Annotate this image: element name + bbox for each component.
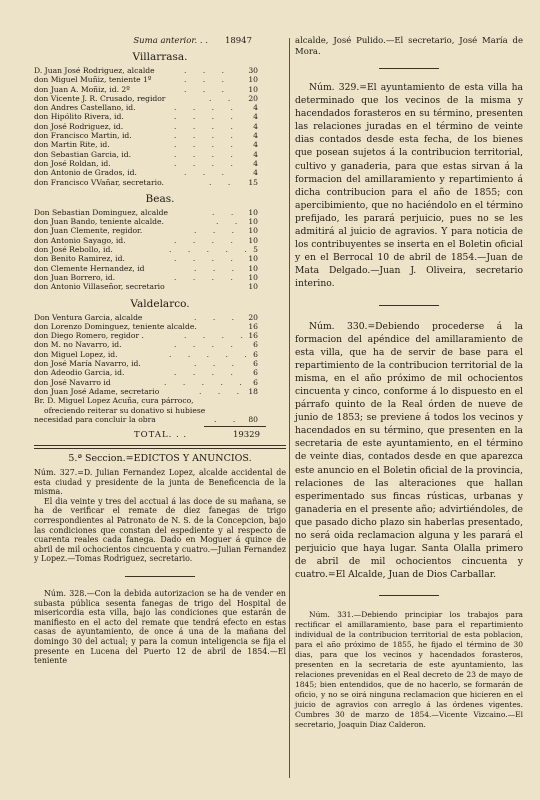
- donor-row: don Francisco Martin, id. . . . . 4: [34, 131, 258, 141]
- total-amount: 19329: [232, 430, 260, 441]
- donor-amount: 4: [253, 140, 258, 150]
- donor-row: don Sebastian Garcia, id. . . . . 4: [34, 149, 258, 159]
- donor-amount: 15: [248, 177, 258, 187]
- donor-name: don Martin Rite, id.: [34, 140, 110, 150]
- running-total-header: [34, 36, 286, 48]
- donor-name: Don Ventura Garcia, alcalde: [34, 312, 143, 322]
- donor-amount: 20: [248, 93, 258, 103]
- header-amount: 18947: [224, 36, 252, 46]
- notice-330-body: Núm. 330.=Debiendo procederse á la formacion del apéndice del amillaramiento de esta villa, que ha de servir de base para el repartimiento de la contribucion territorial de la misma, en el año próximo de mil ochocientos cincuenta y cinco, conforme á lo dispuesto en el párrafo quinto de la Real órden de nueve de junio de 1853; se previene á todos los vecinos y hacendados en su término, que presenten en la secretaria de este ayuntamiento, en el término de veinte dias, contados desde en que aparezca este anuncio en el Boletin oficial de la provincia, relaciones de las alteraciones que hallan esperimentado sus fincas rústicas, urbanas y ganaderia en el presente año; advirtiéndoles, de que pasado dicho plazo sin haberlas presentado, no será oida reclamacion alguna y les parará el perjuicio que haya lugar. Santa Olalla primero de abril de mil ochocientos cincuenta y cuatro.=El Alcalde, Juan de Dios Carballar.: [295, 320, 523, 581]
- donor-amount: 6: [253, 359, 258, 369]
- donor-row: don José Rebollo, id. . . . . . 5: [34, 245, 258, 255]
- donor-row: don Diego Romero, regidor . . . . . 16: [34, 331, 258, 341]
- notice-separator: [125, 576, 195, 577]
- donor-name: don Francisco Martin, id.: [34, 131, 132, 141]
- donor-amount: 4: [253, 112, 258, 122]
- donor-row: [34, 282, 286, 291]
- donor-name: don Sebastian Garcia, id.: [34, 149, 131, 159]
- donor-name: don Vicente J. R. Crusado, regidor: [34, 93, 166, 103]
- donor-amount: 16: [248, 321, 258, 331]
- donor-amount: 10: [248, 226, 258, 236]
- notice-331-body: Núm. 331.—Debiendo principiar los trabajos para rectificar el amillaramiento, base para el repartimiento individual de la contribucion territorial de esta poblacion, para el año próximo de 1855, he fijado el término de 30 dias, para que los vecinos y hacendados forasteros, presenten en la secretaria de este ayuntamiento, las relaciones prevenidas en el Real decreto de 23 de mayo de 1845; bien entendidos, que de no hacerlo, se formarán de oficio, y no se oirá ninguna reclamacion que hicieren en el juicio de agravios con arreglo á las órdenes vigentes. Cumbres 30 de marzo de 1854.—Vicente Vizcaino.—El secretario, Joaquin Diaz Calderon.: [295, 610, 523, 730]
- donor-row: don Miguel Lopez, id. . . . . . 6: [34, 349, 258, 359]
- total-row: [34, 430, 286, 442]
- notice-327-body: El dia veinte y tres del acctual á las doce de su mañana, se ha de verificar el remate de diez fanegas de trigo correspondientes al Patronato de N. S. de la Concepcion, bajo las condiciones que constan del espediente y al respecto de cuarenta reales cada fanega. Dado en Moguer á quince de abril de mil ochocientos cincuenta y cuatro.—Julian Fernandez y Lopez.—Tomas Rodriguez, secretario.: [34, 496, 286, 564]
- donor-amount: 20: [248, 312, 258, 322]
- offer-line: ofreciendo reiterar su donativo si hubiese: [44, 405, 206, 415]
- donor-row: don M. no Navarro, id. . . . . 6: [34, 340, 258, 350]
- donor-row: don Miguel Muñiz, teniente 1º . . . 10: [34, 75, 258, 85]
- donor-amount: 10: [248, 282, 258, 292]
- donor-row: don Juan José Adame, secretario . . . 18: [34, 386, 258, 396]
- donor-row: don Andres Castellano, id. . . . . 4: [34, 103, 258, 113]
- donor-name: don José Rodriguez, id.: [34, 121, 124, 131]
- donor-list-beas: [34, 208, 286, 292]
- donor-amount: 10: [248, 263, 258, 273]
- donor-name: don Juan Borrero, id.: [34, 272, 116, 282]
- donor-row: don Antonio Sayago, id. . . . . 10: [34, 235, 258, 245]
- donor-name: don José Rebollo, id.: [34, 245, 113, 255]
- donor-amount: 4: [253, 103, 258, 113]
- donor-amount: 10: [248, 217, 258, 227]
- donor-amount: 4: [253, 131, 258, 141]
- donor-name: don Miguel Lopez, id.: [34, 349, 118, 359]
- donor-name: don Antonio de Grados, id.: [34, 168, 137, 178]
- donor-name: don Hipólito Rivera, id.: [34, 112, 124, 122]
- donor-row: D. Juan José Rodriguez, alcalde . . . 30: [34, 66, 258, 75]
- priest-offer: Br. D. Miguel Lopez Acuña, cura párroco, ofreciendo reiterar su donativo si hubiese necesidad para concluir la obra . . 80: [34, 396, 286, 424]
- donor-amount: 4: [253, 149, 258, 159]
- donor-amount: 10: [248, 207, 258, 217]
- donor-name: don Antonio Sayago, id.: [34, 235, 126, 245]
- donor-row: don Juan Borrero, id. . . . . 10: [34, 272, 258, 282]
- donor-name: don Juan A. Moñiz, id. 2º: [34, 84, 130, 94]
- donor-name: don Francisco VVañar, secretario.: [34, 177, 164, 187]
- donor-name: don Clemente Hernandez, id: [34, 263, 145, 273]
- donor-name: D. Juan José Rodriguez, alcalde: [34, 66, 155, 75]
- donor-row: [34, 322, 286, 331]
- donor-name: don José Roldan, id.: [34, 158, 111, 168]
- donor-name: don M. no Navarro, id.: [34, 340, 122, 350]
- column-divider: [289, 38, 290, 778]
- donor-row: don José María Navarro, id. . . . 6: [34, 359, 258, 369]
- donor-row: don José Navarro id . . . . . 6: [34, 377, 258, 387]
- donor-amount: 10: [248, 272, 258, 282]
- donor-amount: 6: [253, 349, 258, 359]
- donor-row: don Francisco VVañar, secretario. . . 15: [34, 177, 258, 187]
- donor-name: don Diego Romero, regidor .: [34, 331, 144, 341]
- donor-row: don Juan Bando, teniente alcalde. . . 10: [34, 217, 258, 227]
- donor-row: don Adeodio Garcia, id. . . . . 6: [34, 368, 258, 378]
- section-title: Valdelarco.: [130, 297, 190, 310]
- donor-name: don Lorenzo Dominguez, teniente alcalde.: [34, 321, 197, 331]
- donor-row: Don Sebastian Dominguez, alcalde . . 10: [34, 207, 258, 217]
- donor-row: don José Rodriguez, id. . . . . 4: [34, 121, 258, 131]
- donor-amount: 4: [253, 168, 258, 178]
- donor-list-valdelarco: [34, 313, 286, 397]
- donor-amount: 6: [253, 368, 258, 378]
- notice-separator: [379, 68, 439, 69]
- donor-name: don Benito Ramirez, id.: [34, 254, 125, 264]
- donor-amount: 10: [248, 235, 258, 245]
- donor-name: don Miguel Muñiz, teniente 1º: [34, 75, 152, 85]
- donor-amount: 4: [253, 158, 258, 168]
- notice-328-signature: alcalde, José Pulido.—El secretario, José María de Mora.: [295, 36, 523, 57]
- donor-row: don Martin Rite, id. . . . . 4: [34, 140, 258, 150]
- offer-line: necesidad para concluir la obra: [34, 414, 156, 424]
- right-column: [295, 36, 523, 730]
- donor-amount: 10: [248, 84, 258, 94]
- donor-amount: 10: [248, 75, 258, 85]
- donor-amount: 16: [248, 331, 258, 341]
- donor-amount: 10: [248, 254, 258, 264]
- donor-name: don Juan José Adame, secretario: [34, 386, 160, 396]
- donor-row: don Benito Ramirez, id. . . . . 10: [34, 254, 258, 264]
- donor-amount: 5: [253, 245, 258, 255]
- donor-list-villarrasa: [34, 66, 286, 187]
- donor-name: don Andres Castellano, id.: [34, 103, 136, 113]
- notice-separator: [379, 595, 439, 596]
- donor-amount: 18: [248, 386, 258, 396]
- donor-name: don Juan Bando, teniente alcalde.: [34, 217, 164, 227]
- donor-row: don Hipólito Rivera, id. . . . . 4: [34, 112, 258, 122]
- notice-327-heading: Núm. 327.=D. Julian Fernandez Lopez, alcalde accidental de esta ciudad y presidente de la junta de Beneficencia de la misma.: [34, 468, 286, 497]
- donor-row: don Clemente Hernandez, id . . . 10: [34, 263, 258, 273]
- donor-name: don Juan Clemente, regidor.: [34, 226, 143, 236]
- header-label: Suma anterior. . .: [133, 36, 208, 46]
- notice-328-body: Núm. 328.—Con la debida autorizacion se ha de vender en subasta pública sesenta fanegas de trigo del Hospital de misericordia esta villa, bajo las condiciones que estarán de manifiesto en el acto del remate que tendrá efecto en estas casas de ayuntamiento, de once á una de la mañana del domingo 30 del actual; y para la comun inteligencia se fija el presente en Lucena del Puerto 12 de abril de 1854.—El teniente: [34, 589, 286, 666]
- offer-amount: 80: [248, 414, 258, 424]
- section-heading: 5.ª Seccion.=EDICTOS Y ANUNCIOS.: [68, 453, 252, 465]
- donor-row: don Antonio de Grados, id. . . . 4: [34, 168, 258, 178]
- donor-amount: 6: [253, 340, 258, 350]
- donor-row: don José Roldan, id. . . . . 4: [34, 158, 258, 168]
- donor-name: don Antonio Villaseñor, secretario: [34, 282, 165, 292]
- donor-amount: 6: [253, 377, 258, 387]
- left-column: [34, 36, 286, 666]
- section-title: Villarrasa.: [132, 51, 188, 63]
- notice-separator: [379, 305, 439, 306]
- notice-329-body: Núm. 329.=El ayuntamiento de esta villa ha determinado que los vecinos de la misma y hacendados forasteros en su término, presenten las relaciones juradas en el término de veinte dias contados desde esta fecha, de los bienes que posean sujetos á la contribucion territorial, cultivo y ganaderia, para que estas sirvan á la formacion del amillaramiento y repartimiento á dicha contribucion para el año de 1855; con apercibimiento, que no haciéndolo en el término prefijado, les parará perjuicio, pues no se les admitirá al juicio de agravios. Y para noticia de los contribuyentes se inserta en el Boletin oficial y en el Berrocal 10 de abril de 1854.—Juan de Mata Delgado.—Juan J. Oliveira, secretario interino.: [295, 82, 523, 290]
- offer-line: Br. D. Miguel Lopez Acuña, cura párroco,: [34, 396, 194, 406]
- donor-name: Don Sebastian Dominguez, alcalde: [34, 207, 169, 217]
- section-divider: [34, 445, 286, 449]
- donor-row: don Juan A. Moñiz, id. 2º . . . 10: [34, 84, 258, 94]
- donor-name: don José Navarro id: [34, 377, 111, 387]
- total-rule: [204, 426, 266, 427]
- donor-amount: 4: [253, 121, 258, 131]
- donor-row: don Vicente J. R. Crusado, regidor . . 20: [34, 93, 258, 103]
- donor-name: don Adeodio Garcia, id.: [34, 368, 125, 378]
- donor-name: don José María Navarro, id.: [34, 359, 141, 369]
- total-label: TOTAL. . .: [134, 430, 188, 441]
- section-title: Beas.: [145, 192, 175, 205]
- donor-row: don Juan Clemente, regidor. . . . 10: [34, 226, 258, 236]
- donor-row: Don Ventura Garcia, alcalde . . . 20: [34, 312, 258, 322]
- donor-amount: 30: [248, 66, 258, 75]
